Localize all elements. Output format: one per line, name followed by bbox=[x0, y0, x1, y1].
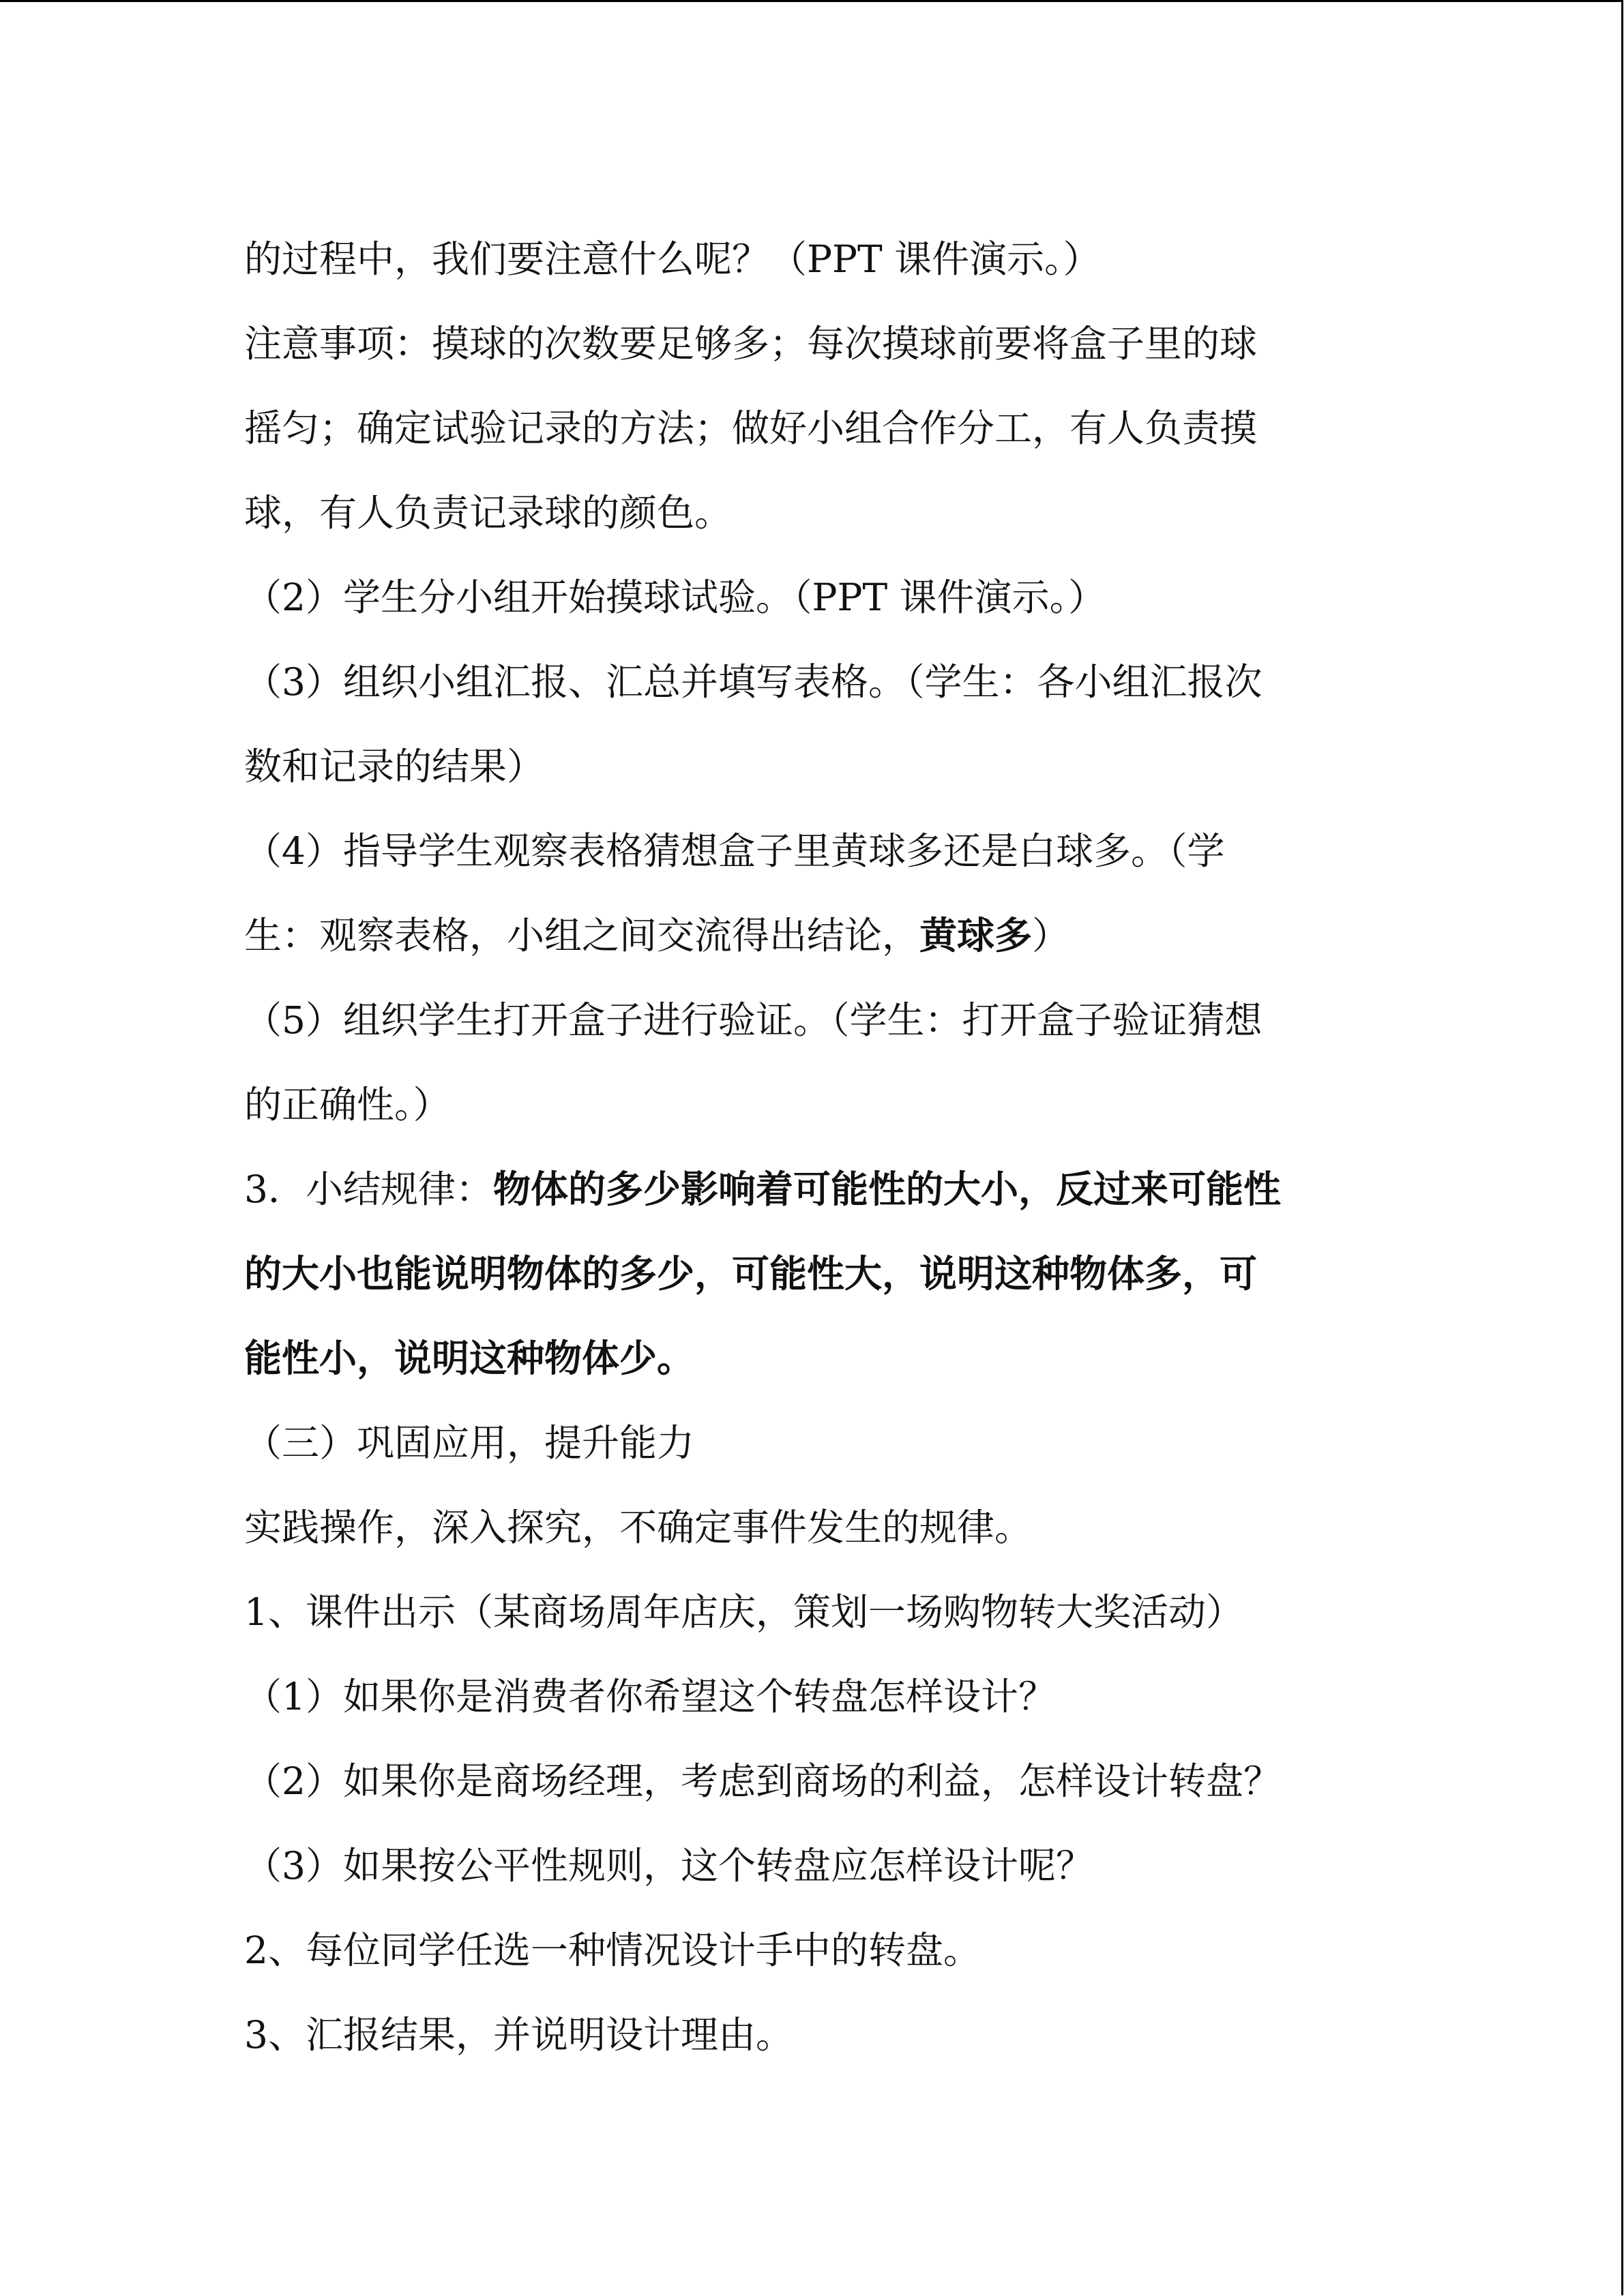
text-line-bold: 能性小，说明这种物体少。 bbox=[244, 1336, 695, 1380]
emphasis-text: 物体的多少影响着可能性的大小，反过来可能性 bbox=[493, 1167, 1282, 1211]
line-prefix: 生：观察表格，小组之间交流得出结论， bbox=[244, 914, 920, 957]
text-line: 的正确性。） bbox=[244, 1083, 451, 1127]
section-heading: （三）巩固应用，提升能力 bbox=[244, 1421, 695, 1465]
text-line-mixed bbox=[244, 1147, 1376, 1232]
line-suffix: ） bbox=[1032, 914, 1070, 957]
text-line: （3）如果按公平性规则，这个转盘应怎样设计呢？ bbox=[244, 1844, 1093, 1888]
text-line: （1）如果你是消费者你希望这个转盘怎样设计？ bbox=[244, 1675, 1056, 1718]
text-line: （2）如果你是商场经理，考虑到商场的利益，怎样设计转盘？ bbox=[244, 1759, 1281, 1803]
text-line: （4）指导学生观察表格猜想盒子里黄球多还是白球多。（学 bbox=[244, 829, 1225, 873]
text-line: 实践操作，深入探究，不确定事件发生的规律。 bbox=[244, 1506, 1033, 1549]
text-line: 2、每位同学任选一种情况设计手中的转盘。 bbox=[244, 1928, 981, 1972]
text-line-bold: 的大小也能说明物体的多少，可能性大，说明这种物体多，可 bbox=[244, 1251, 1258, 1296]
text-line: 数和记录的结果） bbox=[244, 745, 545, 788]
text-line: 球，有人负责记录球的颜色。 bbox=[244, 491, 733, 535]
text-line: 1、课件出示（某商场周年店庆，策划一场购物转大奖活动） bbox=[244, 1590, 1243, 1634]
text-line-mixed bbox=[244, 893, 1376, 978]
text-line: 摇匀；确定试验记录的方法；做好小组合作分工，有人负责摸 bbox=[244, 406, 1258, 450]
text-line: （3）组织小组汇报、汇总并填写表格。（学生：各小组汇报次 bbox=[244, 660, 1263, 704]
line-prefix: 3．小结规律： bbox=[244, 1167, 493, 1211]
document-body bbox=[244, 217, 1376, 2077]
text-line: 3、汇报结果，并说明设计理由。 bbox=[244, 2013, 793, 2057]
text-line: （2）学生分小组开始摸球试验。（PPT 课件演示。） bbox=[244, 576, 1106, 619]
emphasis-text: 黄球多 bbox=[919, 913, 1033, 957]
text-line: （5）组织学生打开盒子进行验证。（学生：打开盒子验证猜想 bbox=[244, 998, 1263, 1042]
text-line: 的过程中，我们要注意什么呢？（PPT 课件演示。） bbox=[244, 237, 1101, 281]
text-line: 注意事项：摸球的次数要足够多；每次摸球前要将盒子里的球 bbox=[244, 322, 1258, 366]
